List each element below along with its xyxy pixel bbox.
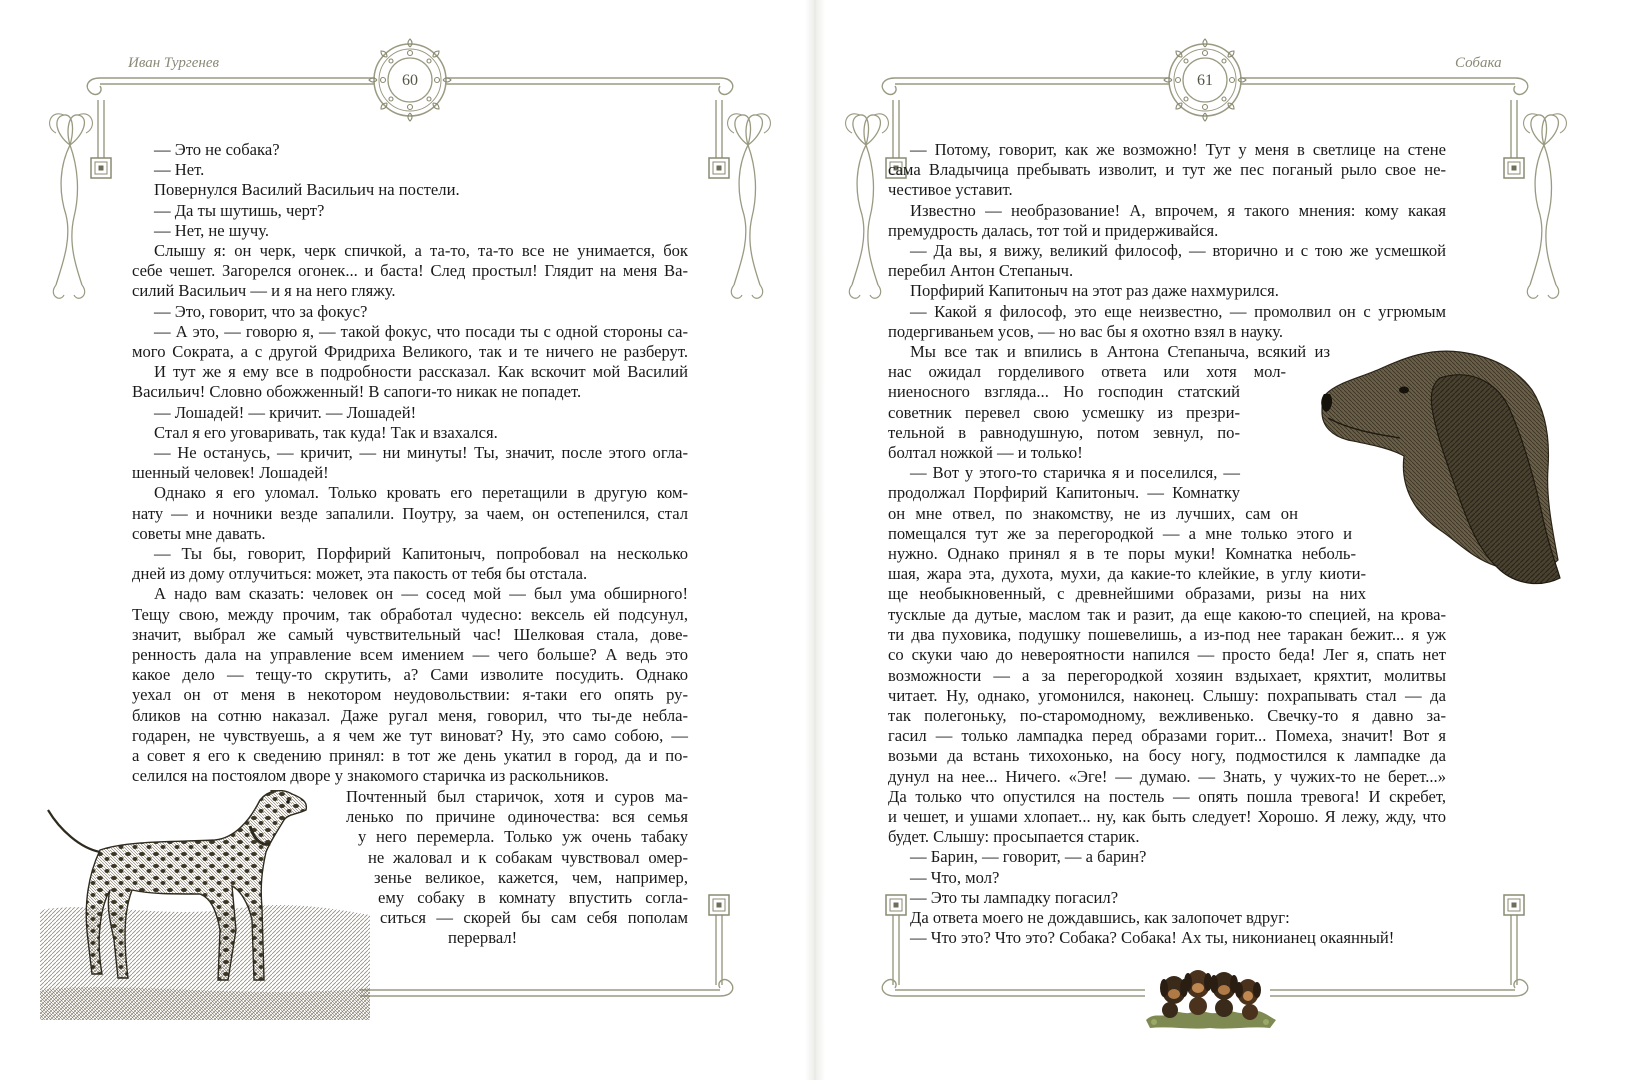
text-line: — Барин, — говорит, — а барин? <box>910 847 1147 867</box>
text-line: будет. Слышу: просыпается старик. <box>888 827 1140 847</box>
text-line: читает. Ну, однако, угомонился, наконец. Слышу: похрапывать стал — да <box>888 685 1446 705</box>
page-number-right: 61 <box>1197 72 1213 89</box>
text-line: ленько по причине одиночества: вся семья <box>346 807 688 827</box>
text-line: какое дело — тещу-то скрутить, а? Сами изволите посудить. Однако <box>132 665 688 685</box>
text-line: — Нет, не шучу. <box>154 220 269 240</box>
dog-engraving-great-dane <box>40 790 370 1020</box>
text-line: А надо вам сказать: человек он — сосед мой — был ума обширного! <box>154 584 688 604</box>
text-line: уехал он от меня в некотором неудовольствии: я-таки его опять ру- <box>132 685 688 705</box>
dog-engraving-spaniel-head <box>1320 338 1570 598</box>
text-line: советы мне давать. <box>132 523 266 543</box>
text-line: зенье великое, кажется, чем, например, <box>374 867 688 887</box>
text-line: а совет я его к сведению принял: в тот же день укатил в город, да и по- <box>132 746 688 766</box>
text-line: — Что, мол? <box>910 867 1000 887</box>
text-line: нату — и ночники везде запалили. Поутру, за чаем, он остепенился, стал <box>132 503 688 523</box>
text-line: сама Владычица пребывать изволит, и тут же пес поганый рыло свое не- <box>888 160 1446 180</box>
text-line: Да ответа моего не дождавшись, как залопочет вдруг: <box>910 908 1290 928</box>
text-line: — Потому, говорит, как же возможно! Тут у меня в светлице на стене <box>910 140 1446 159</box>
text-line: шенный человек! Лошадей! <box>132 463 329 483</box>
text-line: — Лошадей! — кричит. — Лошадей! <box>154 402 417 422</box>
text-line: помещался тут же за перегородкой — а мне только этого и <box>888 523 1352 543</box>
text-line: годарен, не чувствуешь, а я чем же тут виноват? Ну, это само собою, — <box>132 725 688 745</box>
text-line: — Да ты шутишь, черт? <box>154 200 325 220</box>
text-line: себе чешет. Загорелся огонек... и баста! След простыл! Глядит на меня Ва- <box>132 261 688 281</box>
dachshund-puppies-illustration <box>1140 960 1280 1032</box>
text-line: не жаловал и к собакам чувствовал омер- <box>368 847 688 867</box>
text-line: ниеносного взгляда... Но господин статский <box>888 382 1240 402</box>
text-line: честивое уставит. <box>888 180 1013 200</box>
text-line: так полегоньку, по-старомодному, вежливенько. Свечку-то я давно за- <box>888 706 1446 726</box>
text-line: тельной в равнодушную, потом зевнул, по- <box>888 422 1240 442</box>
right-page-wrap-text <box>888 342 1366 605</box>
text-line: шая, жара эта, духота, мухи, да какие-то клейкие, в углу киоти- <box>888 564 1366 584</box>
right-page-body-bottom <box>888 605 1446 948</box>
text-line: Порфирий Капитоныч на этот раз даже нахмурился. <box>910 281 1279 301</box>
page-number-left: 60 <box>402 72 418 89</box>
text-line: — Это не собака? <box>154 140 280 159</box>
text-line: Тещу свою, между прочим, так обработал чудесно: вексель ей подсунул, <box>132 604 688 624</box>
text-line: Васильич! Словно обожженный! В сапоги-то никак не попадет. <box>132 382 582 402</box>
text-line: И тут же я ему все в подробности рассказал. Как вскочит мой Василий <box>154 362 688 382</box>
text-line: дунул на нее... Ничего. «Эге! — думаю. — Знать, у чужих-то не берет...» <box>888 766 1446 786</box>
text-line: возможности — а за перегородкой хозяин вздыхает, кряхтит, молитвы <box>888 665 1446 685</box>
text-line: ситься — скорей бы сам себя пополам <box>380 908 688 928</box>
text-line: болтал ножкой — и только! <box>888 443 1083 463</box>
text-line: и чешет, и ушами хлопает... ну, как быть следует! Хорошо. Я лежу, жду, что <box>888 807 1446 827</box>
text-line: — Не останусь, — кричит, — ни минуты! Ты, значит, после этого оглa- <box>154 443 688 463</box>
text-line: подергиваньем усов, — но вас бы я охотно взял в науку. <box>888 321 1284 341</box>
left-page-body <box>132 140 688 787</box>
text-line: мого Сократа, а с другой Фридриха Великого, так и те ничего не разберут. <box>132 342 688 362</box>
text-line: ему собаку в комнату впустить согла- <box>378 888 688 908</box>
text-line: со скуки чаю до невероятности напился — просто беда! Лег я, спать нет <box>888 645 1446 665</box>
text-line: ренность дала на управление всем имением — чего больше? А ведь это <box>132 645 688 665</box>
text-line: — А это, — говорю я, — такой фокус, что посади ты с одной стороны са- <box>154 321 688 341</box>
text-line: — Ты бы, говорит, Порфирий Капитоныч, попробовал на несколько <box>154 544 688 564</box>
text-line: Повернулся Василий Васильич на постели. <box>154 180 460 200</box>
text-line: Почтенный был старичок, хотя и суров ма- <box>346 787 688 806</box>
text-line: ти два пуховика, подушку пошевелишь, а из-под нее таракан бежит... я уж <box>888 625 1446 645</box>
text-line: нас ожидал горделивого ответа или хотя мол- <box>888 362 1286 382</box>
text-line: тусклые да дутые, маслом так и разит, да еще какою-то специей, на крова- <box>888 605 1446 624</box>
text-line: гасил — только лампадка перед образами горит... Помеха, значит! Вот я <box>888 726 1446 746</box>
left-page-wrap-text <box>336 787 688 949</box>
running-head-author: Иван Тургенев <box>128 55 219 71</box>
text-line: значит, выбрал же самый чувствительный час! Шелковая стала, дове- <box>132 624 688 644</box>
text-line: бликов на сотню наказал. Даже ругал меня, говорил, что ты-де небла- <box>132 705 688 725</box>
text-line: дней из дому отлучиться: может, эта пакость от тебя бы отстала. <box>132 564 588 584</box>
text-line: Мы все так и впились в Антона Степаныча, всякий из <box>910 342 1330 361</box>
text-line: он мне отвел, по знакомству, не из лучших, сам он <box>888 503 1298 523</box>
text-line: Однако я его уломал. Только кровать его перетащили в другую ком- <box>154 483 688 503</box>
text-line: советник перевел свою усмешку из презри- <box>888 402 1240 422</box>
text-line: Да только что опустился на постель — опять пошла тревога! И скребет, <box>888 786 1446 806</box>
text-line: — Вот у этого-то старичка я и поселился, — <box>910 463 1240 483</box>
text-line: у него перемерла. Только уж очень табаку <box>358 827 688 847</box>
text-line: силий Васильич — и я на него гляжу. <box>132 281 396 301</box>
text-line: — Да вы, я вижу, великий философ, — вторично и с тою же усмешкой <box>910 241 1446 261</box>
text-line: продолжал Порфирий Капитоныч. — Комнатку <box>888 483 1240 503</box>
text-line: Известно — необразование! А, впрочем, я такого мнения: кому какая <box>910 200 1446 220</box>
text-line: селился на постоялом дворе у знакомого старичка из раскольников. <box>132 766 609 786</box>
text-line: перебил Антон Степаныч. <box>888 261 1074 281</box>
text-line: нужно. Однако принял я в те поры муки! Комнатка неболь- <box>888 544 1356 564</box>
text-line: возьми да встань тихохонько, на босу ногу, подмостился к лампадке да <box>888 746 1446 766</box>
text-line: — Это ты лампадку погасил? <box>910 887 1119 907</box>
text-line: — Что это? Что это? Собака? Собака! Ах ты, никонианец окаянный! <box>910 928 1395 948</box>
text-line: — Это, говорит, что за фокус? <box>154 301 368 321</box>
text-line: — Какой я философ, это еще неизвестно, — промолвил он с угрюмым <box>910 301 1446 321</box>
text-line: перервал! <box>448 928 518 948</box>
text-line: — Нет. <box>154 160 205 180</box>
text-line: ще необыкновенный, с древнейшими образами, ризы на них <box>888 584 1366 604</box>
right-page-body-top <box>888 140 1446 342</box>
text-line: премудрость далась, тот той и придерживайся. <box>888 220 1219 240</box>
text-line: Слышу я: он черк, черк спичкой, а та-то, та-то все не унимается, бок <box>154 241 688 261</box>
running-head-title: Собака <box>1455 55 1502 71</box>
book-gutter <box>805 0 825 1080</box>
text-line: Стал я его уговаривать, так куда! Так и взахался. <box>154 422 498 442</box>
